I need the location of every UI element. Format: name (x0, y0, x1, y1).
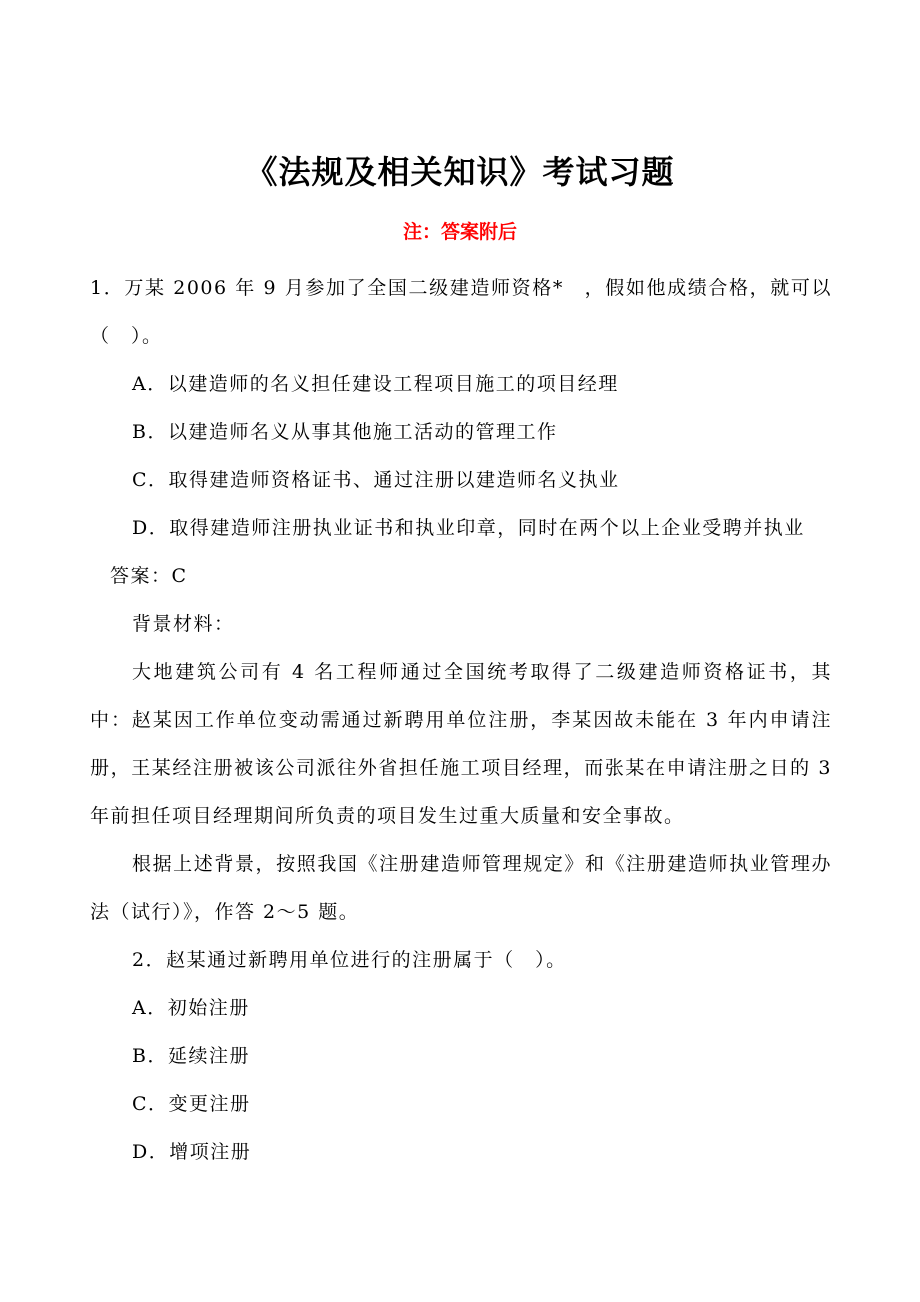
question-2-option-c: C．变更注册 (132, 1093, 251, 1115)
question-1-option-c: C．取得建造师资格证书、通过注册以建造师名义执业 (132, 469, 620, 491)
answer-note: 注：答案附后 (402, 221, 517, 243)
background-instruction: 根据上述背景，按照我国《注册建造师管理规定》和《注册建造师执业管理办法（试行）》，作答 2～5 题。 (90, 853, 832, 923)
question-1-stem: 1．万某 2006 年 9 月参加了全国二级建造师资格* ，假如他成绩合格，就可以（ ）。 (90, 277, 832, 347)
document-body (90, 264, 832, 1176)
question-1-option-b: B．以建造师名义从事其他施工活动的管理工作 (132, 421, 558, 443)
question-1-answer: 答案：C (110, 565, 188, 587)
question-2-option-b: B．延续注册 (132, 1045, 250, 1067)
question-1-option-a: A．以建造师的名义担任建设工程项目施工的项目经理 (132, 373, 619, 395)
background-paragraph: 大地建筑公司有 4 名工程师通过全国统考取得了二级建造师资格证书，其中：赵某因工作单位变动需通过新聘用单位注册，李某因故未能在 3 年内申请注册，王某经注册被该公司派往外省担任施工项目经理，而张某在申请注册之日的 3 年前担任项目经理期间所负责的项目发生过重大质量和安全事故。 (90, 661, 832, 827)
question-2-option-a: A．初始注册 (132, 997, 250, 1019)
document-title: 《法规及相关知识》考试习题 (245, 153, 675, 191)
question-2-stem: 2．赵某通过新聘用单位进行的注册属于（ ）。 (132, 949, 567, 971)
question-1-option-d: D．取得建造师注册执业证书和执业印章，同时在两个以上企业受聘并执业 (132, 517, 805, 539)
question-2-option-d: D．增项注册 (132, 1141, 252, 1163)
background-heading: 背景材料： (132, 613, 235, 635)
